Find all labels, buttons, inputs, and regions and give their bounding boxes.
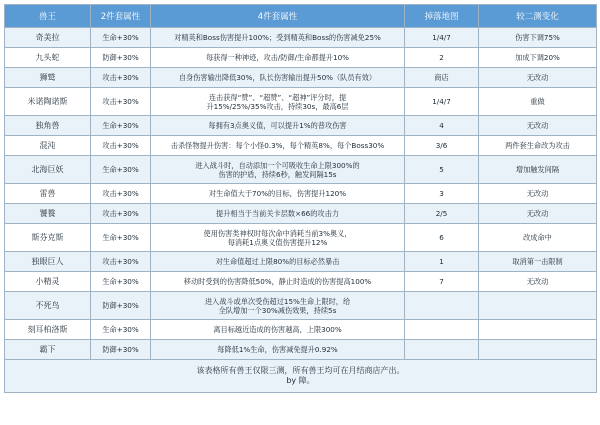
row-change: 无改动 (479, 116, 597, 136)
row-change: 无改动 (479, 272, 597, 292)
row-name: 独角兽 (5, 116, 91, 136)
row-map (405, 320, 479, 340)
table-body (5, 28, 597, 360)
row-change: 增加触发间隔 (479, 156, 597, 184)
header-set2: 2件套属性 (91, 5, 151, 28)
row-change: 取消第一击限制 (479, 252, 597, 272)
table-footer-row (5, 360, 597, 393)
row-set4: 进入战斗或单次受伤超过15%生命上限时，给 全队增加一个30%减伤效果，持续5s (151, 292, 405, 320)
row-change: 无改动 (479, 184, 597, 204)
row-set2: 生命+30% (91, 320, 151, 340)
row-name: 霸下 (5, 340, 91, 360)
row-map: 6 (405, 224, 479, 252)
table-row (5, 116, 597, 136)
row-set4: 连击获得“赞”、“超赞”、“超神”评分时，提 升15%/25%/35%攻击，持续30s，最高6层 (151, 88, 405, 116)
row-map: 7 (405, 272, 479, 292)
row-set2: 攻击+30% (91, 88, 151, 116)
row-map: 1/4/7 (405, 28, 479, 48)
table-row (5, 320, 597, 340)
row-map (405, 340, 479, 360)
table-row (5, 48, 597, 68)
row-set2: 攻击+30% (91, 184, 151, 204)
row-map: 2 (405, 48, 479, 68)
row-set2: 攻击+30% (91, 136, 151, 156)
row-set2: 攻击+30% (91, 204, 151, 224)
header-set4: 4件套属性 (151, 5, 405, 28)
table-footer (5, 360, 597, 393)
row-set4: 自身伤害输出降低30%，队长伤害输出提升50%（队员有效） (151, 68, 405, 88)
footer-author: by 障。 (286, 376, 315, 385)
header-map: 掉落地图 (405, 5, 479, 28)
row-name: 狮鹫 (5, 68, 91, 88)
row-set2: 防御+30% (91, 292, 151, 320)
beast-king-table-wrapper (4, 4, 596, 421)
row-name: 奇美拉 (5, 28, 91, 48)
row-name: 饕餮 (5, 204, 91, 224)
table-row (5, 136, 597, 156)
row-set2: 生命+30% (91, 224, 151, 252)
row-set2: 生命+30% (91, 272, 151, 292)
row-name: 九头蛇 (5, 48, 91, 68)
row-set2: 生命+30% (91, 116, 151, 136)
table-row (5, 204, 597, 224)
row-change: 无改动 (479, 204, 597, 224)
table-row (5, 252, 597, 272)
row-change: 加成下调20% (479, 48, 597, 68)
row-set4: 对生命值大于70%的目标，伤害提升120% (151, 184, 405, 204)
row-change: 改成命中 (479, 224, 597, 252)
row-set4: 离目标越近造成的伤害越高，上限300% (151, 320, 405, 340)
row-set4: 使用伤害类神权时每次命中消耗当前3%奥义， 每消耗1点奥义值伤害提升12% (151, 224, 405, 252)
row-map: 4 (405, 116, 479, 136)
table-row (5, 184, 597, 204)
row-name: 独眼巨人 (5, 252, 91, 272)
row-map: 3 (405, 184, 479, 204)
table-row (5, 156, 597, 184)
row-set4: 进入战斗时，自动添加一个可吸收生命上限300%的 伤害的护盾，持续6秒，触发间隔15s (151, 156, 405, 184)
row-change: 无改动 (479, 68, 597, 88)
beast-king-table (4, 4, 597, 393)
row-set2: 生命+30% (91, 28, 151, 48)
row-map: 1 (405, 252, 479, 272)
table-row (5, 340, 597, 360)
row-map: 2/5 (405, 204, 479, 224)
table-row (5, 88, 597, 116)
row-set2: 防御+30% (91, 48, 151, 68)
row-map: 3/6 (405, 136, 479, 156)
table-row (5, 272, 597, 292)
row-change (479, 320, 597, 340)
row-map: 1/4/7 (405, 88, 479, 116)
row-set4: 移动时受到的伤害降低50%，静止时造成的伤害提高100% (151, 272, 405, 292)
row-set4: 对精英和Boss伤害提升100%；受到精英和Boss的伤害减免25% (151, 28, 405, 48)
row-change (479, 340, 597, 360)
row-map (405, 292, 479, 320)
row-map: 商店 (405, 68, 479, 88)
row-set4: 击杀怪物提升伤害：每个小怪0.3%，每个精英8%，每个Boss30% (151, 136, 405, 156)
footer-note: 该表格所有兽王仅限三测，所有兽王均可在月结商店产出。 (196, 366, 405, 375)
row-name: 不死鸟 (5, 292, 91, 320)
row-name: 混沌 (5, 136, 91, 156)
table-row (5, 292, 597, 320)
header-name: 兽王 (5, 5, 91, 28)
row-set2: 防御+30% (91, 340, 151, 360)
row-name: 米诺陶诺斯 (5, 88, 91, 116)
row-set2: 攻击+30% (91, 252, 151, 272)
row-name: 斯芬克斯 (5, 224, 91, 252)
row-change: 两件套生命改为攻击 (479, 136, 597, 156)
row-change: 重做 (479, 88, 597, 116)
row-set4: 每降低1%生命，伤害减免提升0.92% (151, 340, 405, 360)
row-name: 刻耳柏洛斯 (5, 320, 91, 340)
row-change (479, 292, 597, 320)
row-name: 北海巨妖 (5, 156, 91, 184)
row-set4: 对生命值超过上限80%的目标必然暴击 (151, 252, 405, 272)
row-name: 雷兽 (5, 184, 91, 204)
row-set4: 每获得一种神迹，攻击/防御/生命都提升10% (151, 48, 405, 68)
header-change: 较二测变化 (479, 5, 597, 28)
table-header-row (5, 5, 597, 28)
row-change: 伤害下调75% (479, 28, 597, 48)
row-name: 小精灵 (5, 272, 91, 292)
row-map: 5 (405, 156, 479, 184)
table-row (5, 28, 597, 48)
row-set2: 生命+30% (91, 156, 151, 184)
row-set4: 提升相当于当前关卡层数×66的攻击力 (151, 204, 405, 224)
row-set4: 每拥有3点奥义值，可以提升1%的普攻伤害 (151, 116, 405, 136)
row-set2: 攻击+30% (91, 68, 151, 88)
table-row (5, 68, 597, 88)
table-row (5, 224, 597, 252)
